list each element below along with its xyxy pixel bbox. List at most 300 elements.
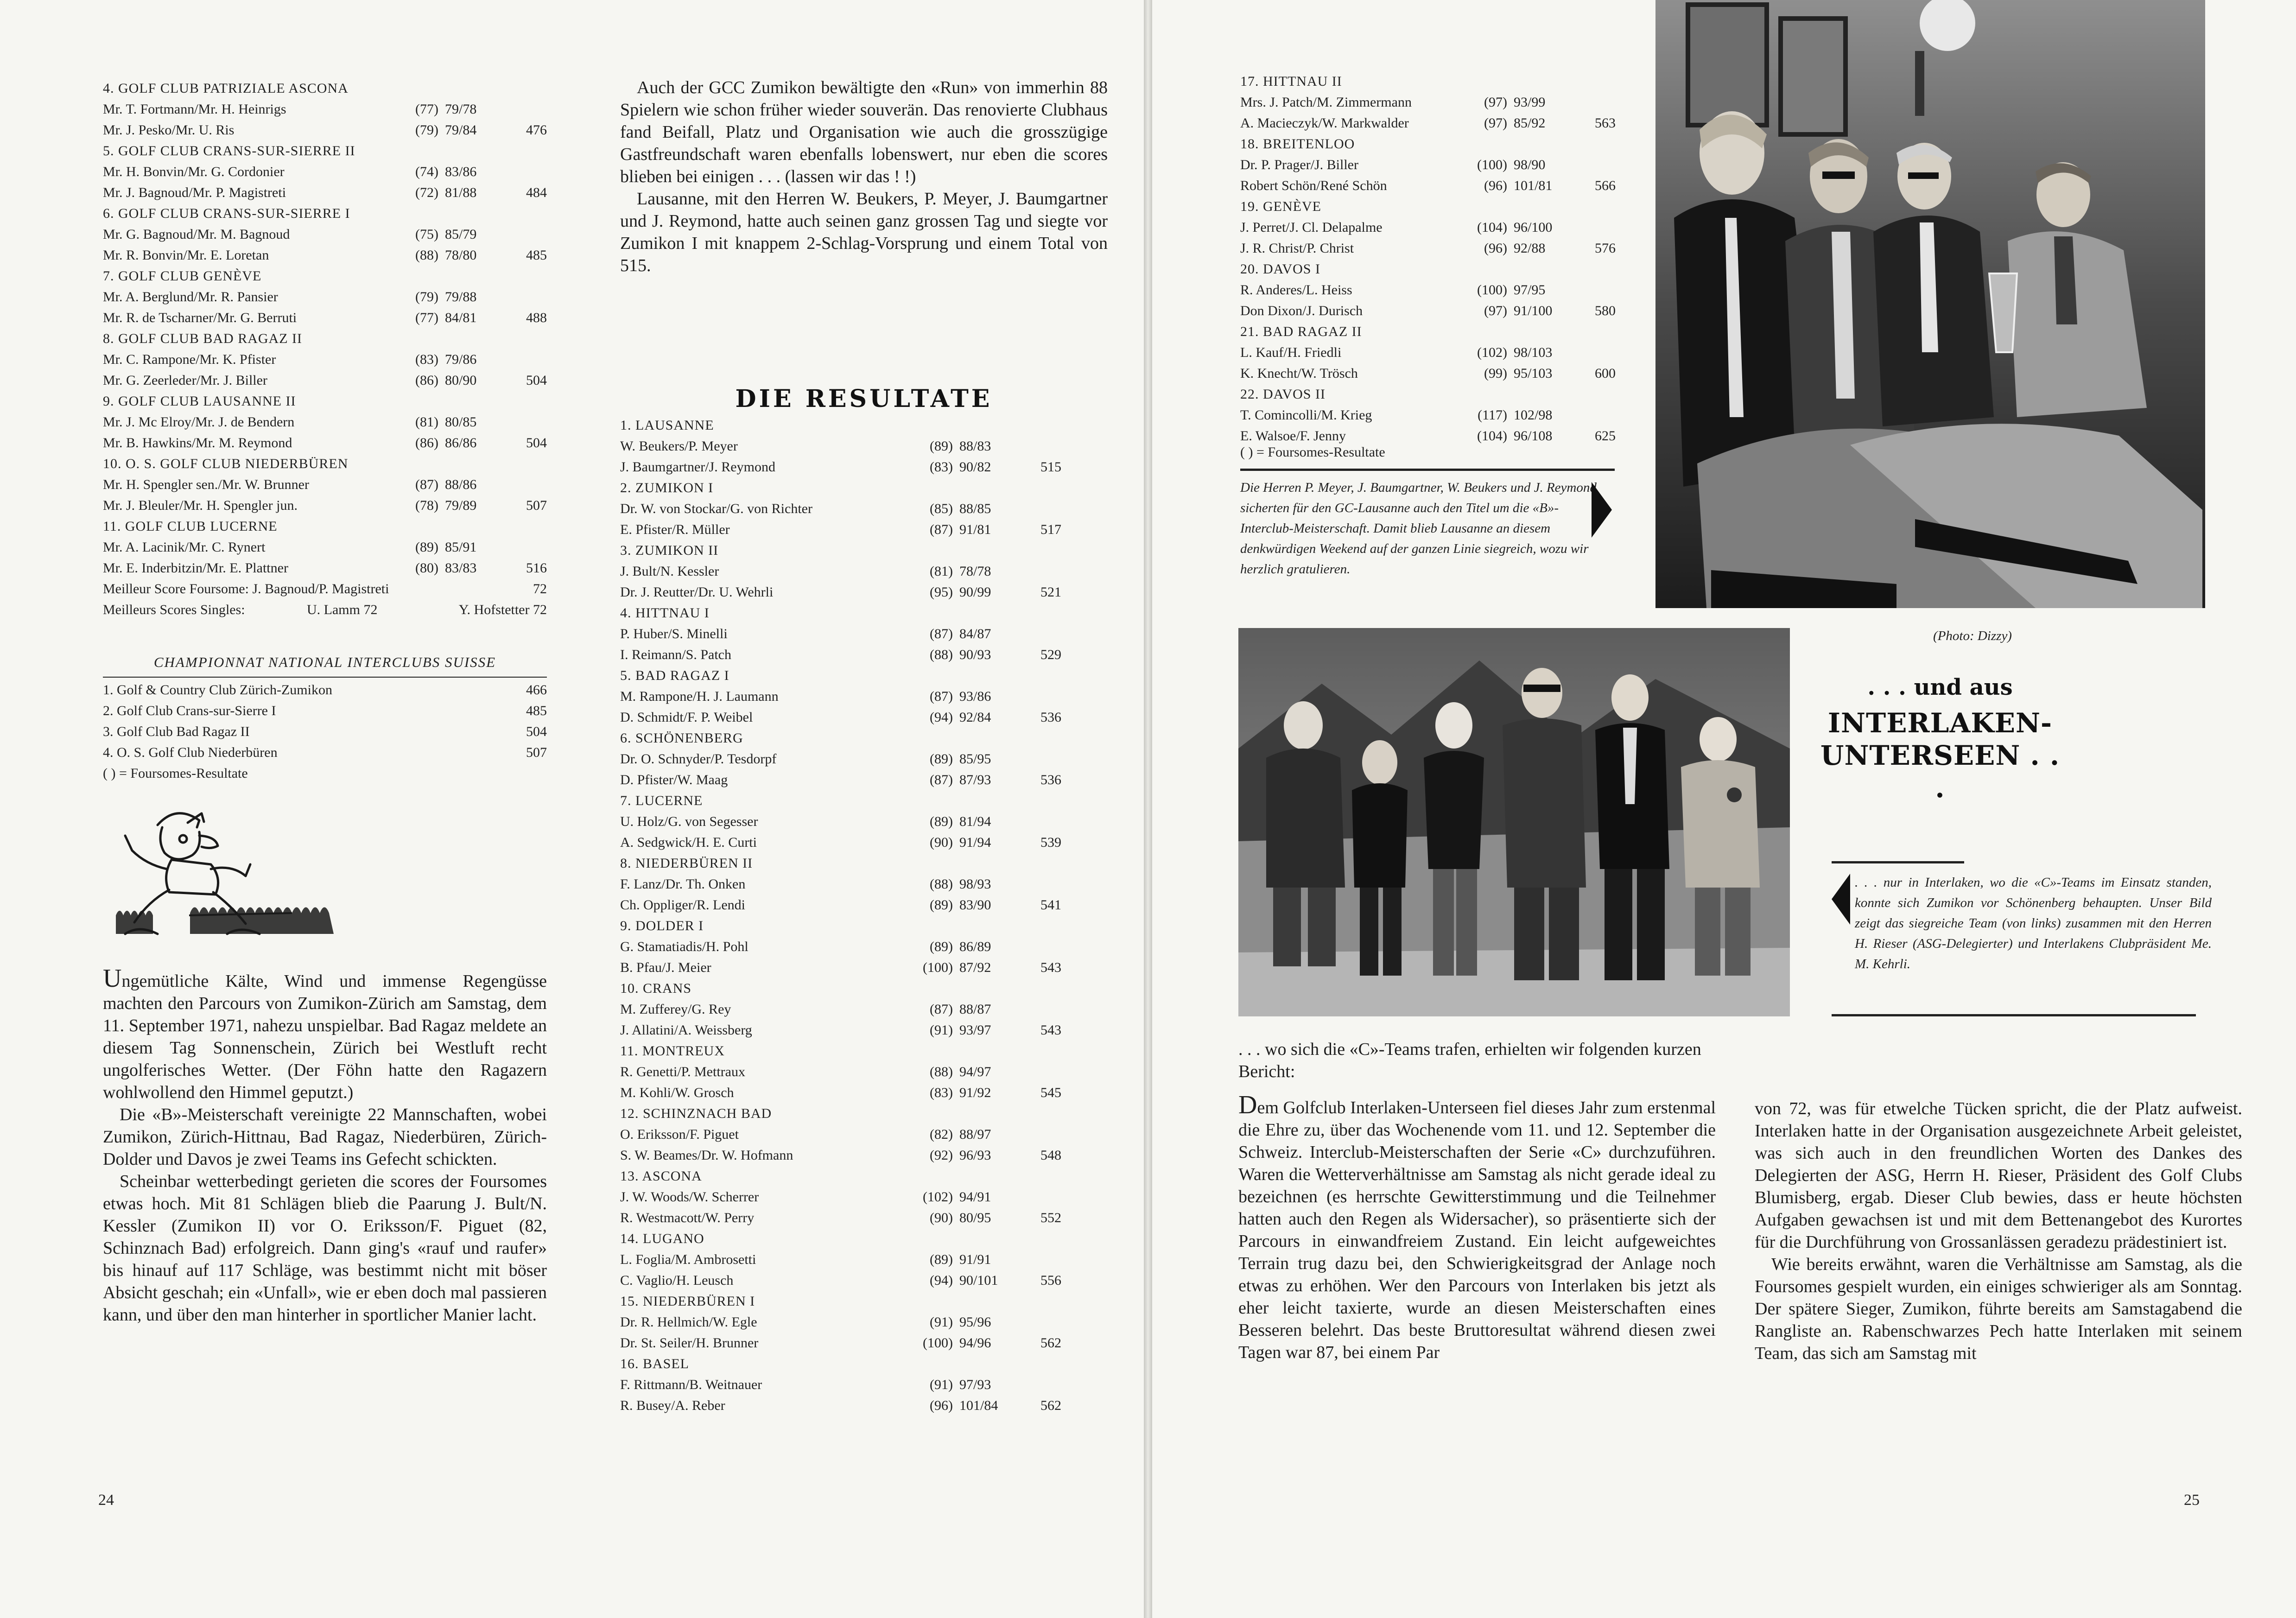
result-row <box>620 498 1061 519</box>
singles-scores: 80/95 <box>959 1210 991 1225</box>
player-pair: R. Genetti/P. Mettraux <box>620 1064 745 1079</box>
foursome-score: (80) <box>415 560 438 576</box>
team-total <box>1588 92 1616 113</box>
foursome-score: (83) <box>415 352 438 367</box>
championnat-row <box>103 700 547 721</box>
result-row <box>1240 279 1616 300</box>
player-pair: M. Zufferey/G. Rey <box>620 1002 731 1017</box>
player-pair: Dr. St. Seiler/H. Brunner <box>620 1335 759 1351</box>
club-title: 16. BASEL <box>620 1356 690 1371</box>
result-row <box>620 999 1061 1020</box>
foursome-score: (100) <box>1477 282 1507 298</box>
result-row <box>1240 405 1616 425</box>
club-heading <box>620 1103 1061 1124</box>
team-total: 476 <box>526 122 547 138</box>
page-number-right: 25 <box>2184 1491 2200 1509</box>
team-total: 529 <box>1040 647 1061 662</box>
foursome-score: (81) <box>415 414 438 430</box>
championnat-total: 504 <box>526 724 547 739</box>
club-results-list <box>103 78 547 578</box>
club-title: 10. CRANS <box>620 981 692 996</box>
team-total: 507 <box>526 498 547 513</box>
result-row <box>103 286 547 307</box>
team-total <box>1034 436 1061 457</box>
team-total: 516 <box>526 560 547 576</box>
club-heading <box>620 1166 1061 1187</box>
player-pair: J. R. Christ/P. Christ <box>1240 241 1354 256</box>
best-foursome-value: 72 <box>533 581 547 596</box>
foursome-score: (97) <box>1484 95 1507 110</box>
singles-scores: 93/99 <box>1514 95 1546 110</box>
result-row <box>1240 363 1616 384</box>
result-row <box>103 224 547 245</box>
singles-scores: 85/95 <box>959 751 991 767</box>
result-row <box>1240 300 1616 321</box>
club-heading <box>103 203 547 224</box>
player-pair: Mr. G. Bagnoud/Mr. M. Bagnoud <box>103 227 290 242</box>
singles-scores: 88/87 <box>959 1002 991 1017</box>
team-total: 543 <box>1040 960 1061 975</box>
best-singles-label: Meilleurs Scores Singles: <box>103 602 245 617</box>
foursome-score: (83) <box>930 1085 953 1100</box>
player-pair: Dr. J. Reutter/Dr. U. Wehrli <box>620 584 774 600</box>
singles-scores: 83/83 <box>445 560 477 576</box>
caption-interlaken: . . . nur in Interlaken, wo die «C»-Teams im Einsatz standen, konnte sich Zumikon vor Schönenberg behaupten. Unser Bild zeigt das siegreiche Team (von links) zusammen mit den Herren H. Rieser (ASG-Delegierter) und Interlakens Clubpräsident Me. M. Kehrli. <box>1855 875 2212 971</box>
club-heading <box>620 1041 1061 1061</box>
dropcap-u: U <box>103 964 122 993</box>
team-total: 548 <box>1040 1148 1061 1163</box>
singles-scores: 79/89 <box>445 498 477 513</box>
singles-scores: 90/99 <box>959 584 991 600</box>
singles-scores: 97/93 <box>959 1377 991 1392</box>
club-heading <box>620 853 1061 874</box>
club-title: 10. O. S. GOLF CLUB NIEDERBÜREN <box>103 456 349 471</box>
result-row <box>620 895 1061 915</box>
foursome-score: (87) <box>930 689 953 704</box>
singles-scores: 98/103 <box>1514 345 1553 360</box>
article-middle-p1: Auch der GCC Zumikon bewältigte den «Run» von immerhin 88 Spielern wie schon früher wieder souverän. Das renovierte Clubhaus fand Beifall, Platz und Organisation wie auch die grosszügige Gastfreundschaft waren ebenfalls lobenswert, nur eben die scores blieben bei einigen . . . (lassen wir das ! !) <box>620 78 1108 186</box>
singles-scores: 91/100 <box>1514 303 1553 318</box>
championnat-club: 2. Golf Club Crans-sur-Sierre I <box>103 703 276 718</box>
results-list-right <box>1240 71 1616 446</box>
player-pair: E. Pfister/R. Müller <box>620 522 730 537</box>
singles-scores: 101/81 <box>1514 178 1553 193</box>
singles-scores: 79/86 <box>445 352 477 367</box>
player-pair: S. W. Beames/Dr. W. Hofmann <box>620 1148 793 1163</box>
result-row <box>620 1082 1061 1103</box>
result-row <box>103 432 547 453</box>
photo-interlaken-team <box>1238 628 1790 1016</box>
result-row <box>1240 175 1616 196</box>
player-pair: Mr. A. Lacinik/Mr. C. Rynert <box>103 539 266 555</box>
result-row <box>620 769 1061 790</box>
player-pair: W. Beukers/P. Meyer <box>620 438 738 454</box>
club-heading <box>103 391 547 412</box>
player-pair: A. Macieczyk/W. Markwalder <box>1240 115 1409 131</box>
foursome-score: (100) <box>923 960 953 975</box>
team-total <box>1034 1374 1061 1395</box>
foursome-score: (102) <box>1477 345 1507 360</box>
foursome-score: (79) <box>415 289 438 305</box>
team-total: 504 <box>526 435 547 451</box>
singles-scores: 90/101 <box>959 1273 998 1288</box>
result-row <box>620 1145 1061 1166</box>
club-heading <box>620 728 1061 749</box>
article-intro: . . . wo sich die «C»-Teams trafen, erhielten wir folgenden kurzen Bericht: <box>1238 1040 1701 1081</box>
team-total <box>1034 1249 1061 1270</box>
singles-scores: 80/85 <box>445 414 477 430</box>
singles-scores: 80/90 <box>445 373 477 388</box>
foursome-score: (89) <box>930 1252 953 1267</box>
player-pair: M. Rampone/H. J. Laumann <box>620 689 779 704</box>
team-total <box>519 99 547 120</box>
result-row <box>103 349 547 370</box>
club-title: 8. NIEDERBÜREN II <box>620 856 753 871</box>
singles-scores: 86/86 <box>445 435 477 451</box>
singles-scores: 93/86 <box>959 689 991 704</box>
player-pair: D. Pfister/W. Maag <box>620 772 728 787</box>
singles-scores: 83/86 <box>445 164 477 179</box>
result-row <box>620 707 1061 728</box>
result-row <box>620 749 1061 769</box>
club-heading <box>1240 384 1616 405</box>
headline-line1: INTERLAKEN- <box>1827 707 2053 739</box>
team-total: 543 <box>1040 1022 1061 1038</box>
player-pair: A. Sedgwick/H. E. Curti <box>620 835 757 850</box>
club-title: 4. GOLF CLUB PATRIZIALE ASCONA <box>103 81 349 96</box>
player-pair: Mr. C. Rampone/Mr. K. Pfister <box>103 352 276 367</box>
headline-line2: UNTERSEEN . . . <box>1820 740 2060 804</box>
singles-scores: 98/90 <box>1514 157 1546 172</box>
article-left-p3: Scheinbar wetterbedingt gerieten die scores der Foursomes etwas hoch. Mit 81 Schlägen blieb die Paarung J. Bult/N. Kessler (Zumikon II) vor O. Eriksson/F. Piguet (82, Schinznach Bad) erfolgreich. Dann ging's «rauf und raufer» bis hinauf auf 117 Schläge, was bestimmt nicht mit böser Absicht geschah; ein «Unfall», wie er eben doch mal passieren kann, und über den man hinterher in sportlicher Manier lacht. <box>103 1172 547 1325</box>
singles-scores: 81/94 <box>959 814 991 829</box>
result-row <box>620 561 1061 582</box>
foursome-score: (117) <box>1478 407 1507 423</box>
club-heading <box>620 1228 1061 1249</box>
singles-scores: 86/89 <box>959 939 991 954</box>
singles-scores: 84/81 <box>445 310 477 325</box>
player-pair: Mrs. J. Patch/M. Zimmermann <box>1240 95 1412 110</box>
result-row <box>620 1249 1061 1270</box>
team-total: 539 <box>1040 835 1061 850</box>
team-total <box>1034 749 1061 769</box>
team-total: 562 <box>1040 1398 1061 1413</box>
foursome-score: (90) <box>930 835 953 850</box>
championnat-list <box>103 679 547 784</box>
result-row <box>620 874 1061 895</box>
player-pair: Mr. J. Mc Elroy/Mr. J. de Bendern <box>103 414 295 430</box>
result-row <box>103 474 547 495</box>
photo-credit: (Photo: Dizzy) <box>1933 628 2012 643</box>
foursome-score: (89) <box>930 814 953 829</box>
result-row <box>103 182 547 203</box>
caption-arrow-left-icon <box>1832 874 1850 925</box>
page-right <box>1152 0 2296 1618</box>
dropcap-d: D <box>1238 1091 1257 1119</box>
club-title: 7. GOLF CLUB GENÈVE <box>103 268 262 284</box>
team-total <box>1034 936 1061 957</box>
team-total <box>519 349 547 370</box>
club-heading <box>620 1353 1061 1374</box>
best-singles-a: U. Lamm 72 <box>307 602 378 617</box>
foursome-score: (96) <box>930 1398 953 1413</box>
foursome-score: (74) <box>415 164 438 179</box>
club-heading <box>103 516 547 537</box>
championnat-total: 466 <box>526 682 547 698</box>
foursome-score: (91) <box>930 1314 953 1330</box>
team-total: 566 <box>1595 178 1616 193</box>
singles-scores: 96/93 <box>959 1148 991 1163</box>
player-pair: L. Kauf/H. Friedli <box>1240 345 1342 360</box>
result-row <box>103 412 547 432</box>
foursome-score: (87) <box>930 626 953 641</box>
championnat-title: CHAMPIONNAT NATIONAL INTERCLUBS SUISSE <box>153 654 496 670</box>
player-pair: J. Perret/J. Cl. Delapalme <box>1240 220 1383 235</box>
club-heading <box>620 978 1061 999</box>
result-row <box>103 370 547 391</box>
club-title: 14. LUGANO <box>620 1231 704 1246</box>
foursome-score: (97) <box>1484 303 1507 318</box>
headline-interlaken <box>1820 707 2061 804</box>
player-pair: F. Lanz/Dr. Th. Onken <box>620 876 746 892</box>
singles-scores: 98/93 <box>959 876 991 892</box>
club-heading <box>1240 259 1616 279</box>
result-row <box>620 457 1061 477</box>
player-pair: P. Huber/S. Minelli <box>620 626 728 641</box>
singles-scores: 88/83 <box>959 438 991 454</box>
foursome-score: (102) <box>923 1189 953 1205</box>
foursome-score: (78) <box>415 498 438 513</box>
club-title: 9. DOLDER I <box>620 918 704 933</box>
team-total <box>1034 1312 1061 1332</box>
player-pair: L. Foglia/M. Ambrosetti <box>620 1252 756 1267</box>
article-left <box>103 964 547 1326</box>
championnat-row <box>103 721 547 742</box>
player-pair: R. Busey/A. Reber <box>620 1398 725 1413</box>
club-title: 20. DAVOS I <box>1240 261 1320 277</box>
club-heading <box>620 790 1061 811</box>
team-total <box>1034 623 1061 644</box>
player-pair: Mr. G. Zeerleder/Mr. J. Biller <box>103 373 267 388</box>
team-total <box>519 412 547 432</box>
foursomes-note-left <box>103 763 547 784</box>
foursome-score: (83) <box>930 459 953 475</box>
team-total <box>1588 279 1616 300</box>
singles-scores: 91/92 <box>959 1085 991 1100</box>
singles-scores: 83/90 <box>959 897 991 913</box>
singles-scores: 94/96 <box>959 1335 991 1351</box>
foursome-score: (85) <box>930 501 953 516</box>
result-row <box>620 519 1061 540</box>
club-heading <box>620 1291 1061 1312</box>
team-total: 515 <box>1040 459 1061 475</box>
team-total: 556 <box>1040 1273 1061 1288</box>
player-pair: O. Eriksson/F. Piguet <box>620 1127 739 1142</box>
foursome-score: (88) <box>930 1064 953 1079</box>
championnat-rule <box>103 677 547 678</box>
player-pair: Dr. R. Hellmich/W. Egle <box>620 1314 757 1330</box>
foursomes-note-right: ( ) = Foursomes-Resultate <box>1240 444 1385 460</box>
team-total: 488 <box>526 310 547 325</box>
singles-scores: 94/91 <box>959 1189 991 1205</box>
team-total: 517 <box>1040 522 1061 537</box>
result-row <box>103 245 547 266</box>
result-row <box>620 1270 1061 1291</box>
result-row <box>620 1020 1061 1041</box>
result-row <box>103 558 547 578</box>
player-pair: Mr. T. Fortmann/Mr. H. Heinrigs <box>103 102 286 117</box>
club-title: 13. ASCONA <box>620 1168 702 1184</box>
team-total: 536 <box>1040 772 1061 787</box>
club-title: 8. GOLF CLUB BAD RAGAZ II <box>103 331 302 346</box>
club-heading <box>1240 133 1616 154</box>
result-row <box>620 957 1061 978</box>
result-row <box>620 436 1061 457</box>
results-heading: DIE RESULTATE <box>735 385 993 413</box>
player-pair: Dr. O. Schnyder/P. Tesdorpf <box>620 751 777 767</box>
result-row <box>620 811 1061 832</box>
foursome-score: (100) <box>923 1335 953 1351</box>
club-title: 12. SCHINZNACH BAD <box>620 1106 772 1121</box>
page-number-left: 24 <box>98 1491 114 1509</box>
result-row <box>103 307 547 328</box>
club-heading <box>620 477 1061 498</box>
page-gutter <box>1144 0 1152 1618</box>
club-title: 5. GOLF CLUB CRANS-SUR-SIERRE II <box>103 143 355 159</box>
team-total <box>1588 342 1616 363</box>
team-total <box>1588 217 1616 238</box>
club-heading <box>103 140 547 161</box>
foursome-score: (92) <box>930 1148 953 1163</box>
player-pair: E. Walsoe/F. Jenny <box>1240 428 1346 444</box>
singles-scores: 87/92 <box>959 960 991 975</box>
team-total: 484 <box>526 185 547 200</box>
article-middle <box>620 76 1108 277</box>
foursome-score: (95) <box>930 584 953 600</box>
player-pair: B. Pfau/J. Meier <box>620 960 711 975</box>
foursome-score: (82) <box>930 1127 953 1142</box>
foursome-score: (88) <box>930 647 953 662</box>
result-row <box>620 1374 1061 1395</box>
result-row <box>620 623 1061 644</box>
result-row <box>103 120 547 140</box>
article-right-col2-p1: von 72, was für etwelche Tücken spricht, die der Platz aufweist. Interlaken hatte in der Organisation ausgezeichnete Arbeit geleistet, was sich auch in den freundlichen Worten des Dankes des Delegierten der ASG, Herrn H. Rieser, Präsident des Golf Clubs Blumisberg, ergab. Dieser Club bewies, dass er heute höchsten Aufgaben gewachsen ist und mit dem Bettenangebot des Kurortes für die Durchführung von Grossanlässen geradezu prädestiniert ist. <box>1755 1099 2242 1252</box>
foursome-score: (79) <box>415 122 438 138</box>
team-total <box>1034 1124 1061 1145</box>
club-title: 6. SCHÖNENBERG <box>620 730 743 746</box>
result-row <box>103 495 547 516</box>
player-pair: Mr. H. Bonvin/Mr. G. Cordonier <box>103 164 285 179</box>
caption-rule-bottom <box>1832 1014 2196 1016</box>
foursome-score: (104) <box>1477 428 1507 444</box>
team-total <box>519 474 547 495</box>
singles-scores: 101/84 <box>959 1398 998 1413</box>
best-foursome-label: Meilleur Score Foursome: J. Bagnoud/P. Magistreti <box>103 581 389 596</box>
foursome-score: (91) <box>930 1022 953 1038</box>
club-title: 19. GENÈVE <box>1240 199 1321 214</box>
club-title: 9. GOLF CLUB LAUSANNE II <box>103 393 296 409</box>
player-pair: Mr. R. Bonvin/Mr. E. Loretan <box>103 247 269 263</box>
caption-arrow-right-icon <box>1592 482 1612 538</box>
foursome-score: (87) <box>930 1002 953 1017</box>
foursome-score: (75) <box>415 227 438 242</box>
team-total <box>519 286 547 307</box>
player-pair: Ch. Oppliger/R. Lendi <box>620 897 745 913</box>
player-pair: J. W. Woods/W. Scherrer <box>620 1189 759 1205</box>
article-right-col1-text: em Golfclub Interlaken-Unterseen fiel dieses Jahr zum erstenmal die Ehre zu, über das Wochenende vom 11. und 12. September die Schweiz. Interclub-Meisterschaften der Serie «C» durchzuführen. Waren die Wetterverhältnisse am Samstag als nicht gerade ideal zu bezeichnen (es herrschte Gewitterstimmung und die Teilnehmer hatten auch den Regen als Widersacher), so präsentierte sich der Parcours in einwandfreiem Zustand. Ein leicht aufgeweichtes Terrain trug dazu bei, den Schwierigkeitsgrad der Anlage noch etwas zu erhöhen. Wer den Parcours von Interlaken bis jetzt als eher leicht taxierte, wurde an diesen Meisterschaften eines Besseren belehrt. Das beste Bruttoresultat während diesen zwei Tagen war 87, bei einem Par <box>1238 1098 1716 1362</box>
club-title: 3. ZUMIKON II <box>620 543 719 558</box>
player-pair: T. Comincolli/M. Krieg <box>1240 407 1372 423</box>
player-pair: Dr. P. Prager/J. Biller <box>1240 157 1358 172</box>
club-heading <box>620 415 1061 436</box>
team-total <box>1034 874 1061 895</box>
result-row <box>620 1124 1061 1145</box>
championnat-row <box>103 679 547 700</box>
foursome-score: (96) <box>1484 178 1507 193</box>
foursome-score: (88) <box>415 247 438 263</box>
foursome-score: (90) <box>930 1210 953 1225</box>
singles-scores: 96/108 <box>1514 428 1553 444</box>
team-total: 625 <box>1595 428 1616 444</box>
result-row <box>103 537 547 558</box>
team-total <box>1588 405 1616 425</box>
foursome-score: (89) <box>930 751 953 767</box>
result-row <box>1240 238 1616 259</box>
player-pair: Mr. J. Bleuler/Mr. H. Spengler jun. <box>103 498 298 513</box>
article-left-p1: ngemütliche Kälte, Wind und immense Regengüsse machten den Parcours von Zumikon-Zürich am Samstag, dem 11. September 1971, nahezu unspielbar. Bad Ragaz meldete an diesem Tag Sonnenschein, Zürich bei Westluft recht ungolferisches Wetter. (Der Föhn hatte den Ragazern wohlwollend den Himmel geputzt.) <box>103 971 547 1102</box>
club-title: 2. ZUMIKON I <box>620 480 714 495</box>
singles-scores: 90/82 <box>959 459 991 475</box>
foursome-score: (99) <box>1484 366 1507 381</box>
team-total: 485 <box>526 247 547 263</box>
foursome-score: (97) <box>1484 115 1507 131</box>
singles-scores: 85/91 <box>445 539 477 555</box>
team-total <box>519 537 547 558</box>
caption-lausanne: Die Herren P. Meyer, J. Baumgartner, W. Beukers und J. Reymond sicherten für den GC-Lausanne auch den Titel um die «B»-Interclub-Meisterschaft. Damit blieb Lausanne an diesem denkwürdigen Weekend auf der ganzen Linie siegreich, wozu wir herzlich gratulieren. <box>1240 480 1597 577</box>
foursome-score: (89) <box>930 939 953 954</box>
team-total: 521 <box>1040 584 1061 600</box>
result-row <box>1240 92 1616 113</box>
singles-scores: 78/80 <box>445 247 477 263</box>
team-total <box>1034 999 1061 1020</box>
club-heading <box>620 915 1061 936</box>
player-pair: Mr. R. de Tscharner/Mr. G. Berruti <box>103 310 297 325</box>
team-total <box>1588 154 1616 175</box>
player-pair: Mr. A. Berglund/Mr. R. Pansier <box>103 289 278 305</box>
team-total <box>1034 561 1061 582</box>
singles-scores: 91/94 <box>959 835 991 850</box>
club-heading <box>103 266 547 286</box>
foursome-score: (89) <box>930 897 953 913</box>
foursome-score: (100) <box>1477 157 1507 172</box>
player-pair: J. Bult/N. Kessler <box>620 564 719 579</box>
club-heading <box>620 603 1061 623</box>
result-row <box>620 1332 1061 1353</box>
club-title: 22. DAVOS II <box>1240 387 1326 402</box>
singles-scores: 85/79 <box>445 227 477 242</box>
team-total: 541 <box>1040 897 1061 913</box>
result-row <box>620 644 1061 665</box>
singles-scores: 91/91 <box>959 1252 991 1267</box>
player-pair: Mr. J. Bagnoud/Mr. P. Magistreti <box>103 185 286 200</box>
club-title: 5. BAD RAGAZ I <box>620 668 729 683</box>
result-row <box>620 832 1061 853</box>
foursomes-note-text: ( ) = Foursomes-Resultate <box>103 766 248 781</box>
result-row <box>620 1207 1061 1228</box>
player-pair: Mr. B. Hawkins/Mr. M. Reymond <box>103 435 292 451</box>
team-total <box>1034 1187 1061 1207</box>
article-right-col1 <box>1238 1091 1716 1364</box>
